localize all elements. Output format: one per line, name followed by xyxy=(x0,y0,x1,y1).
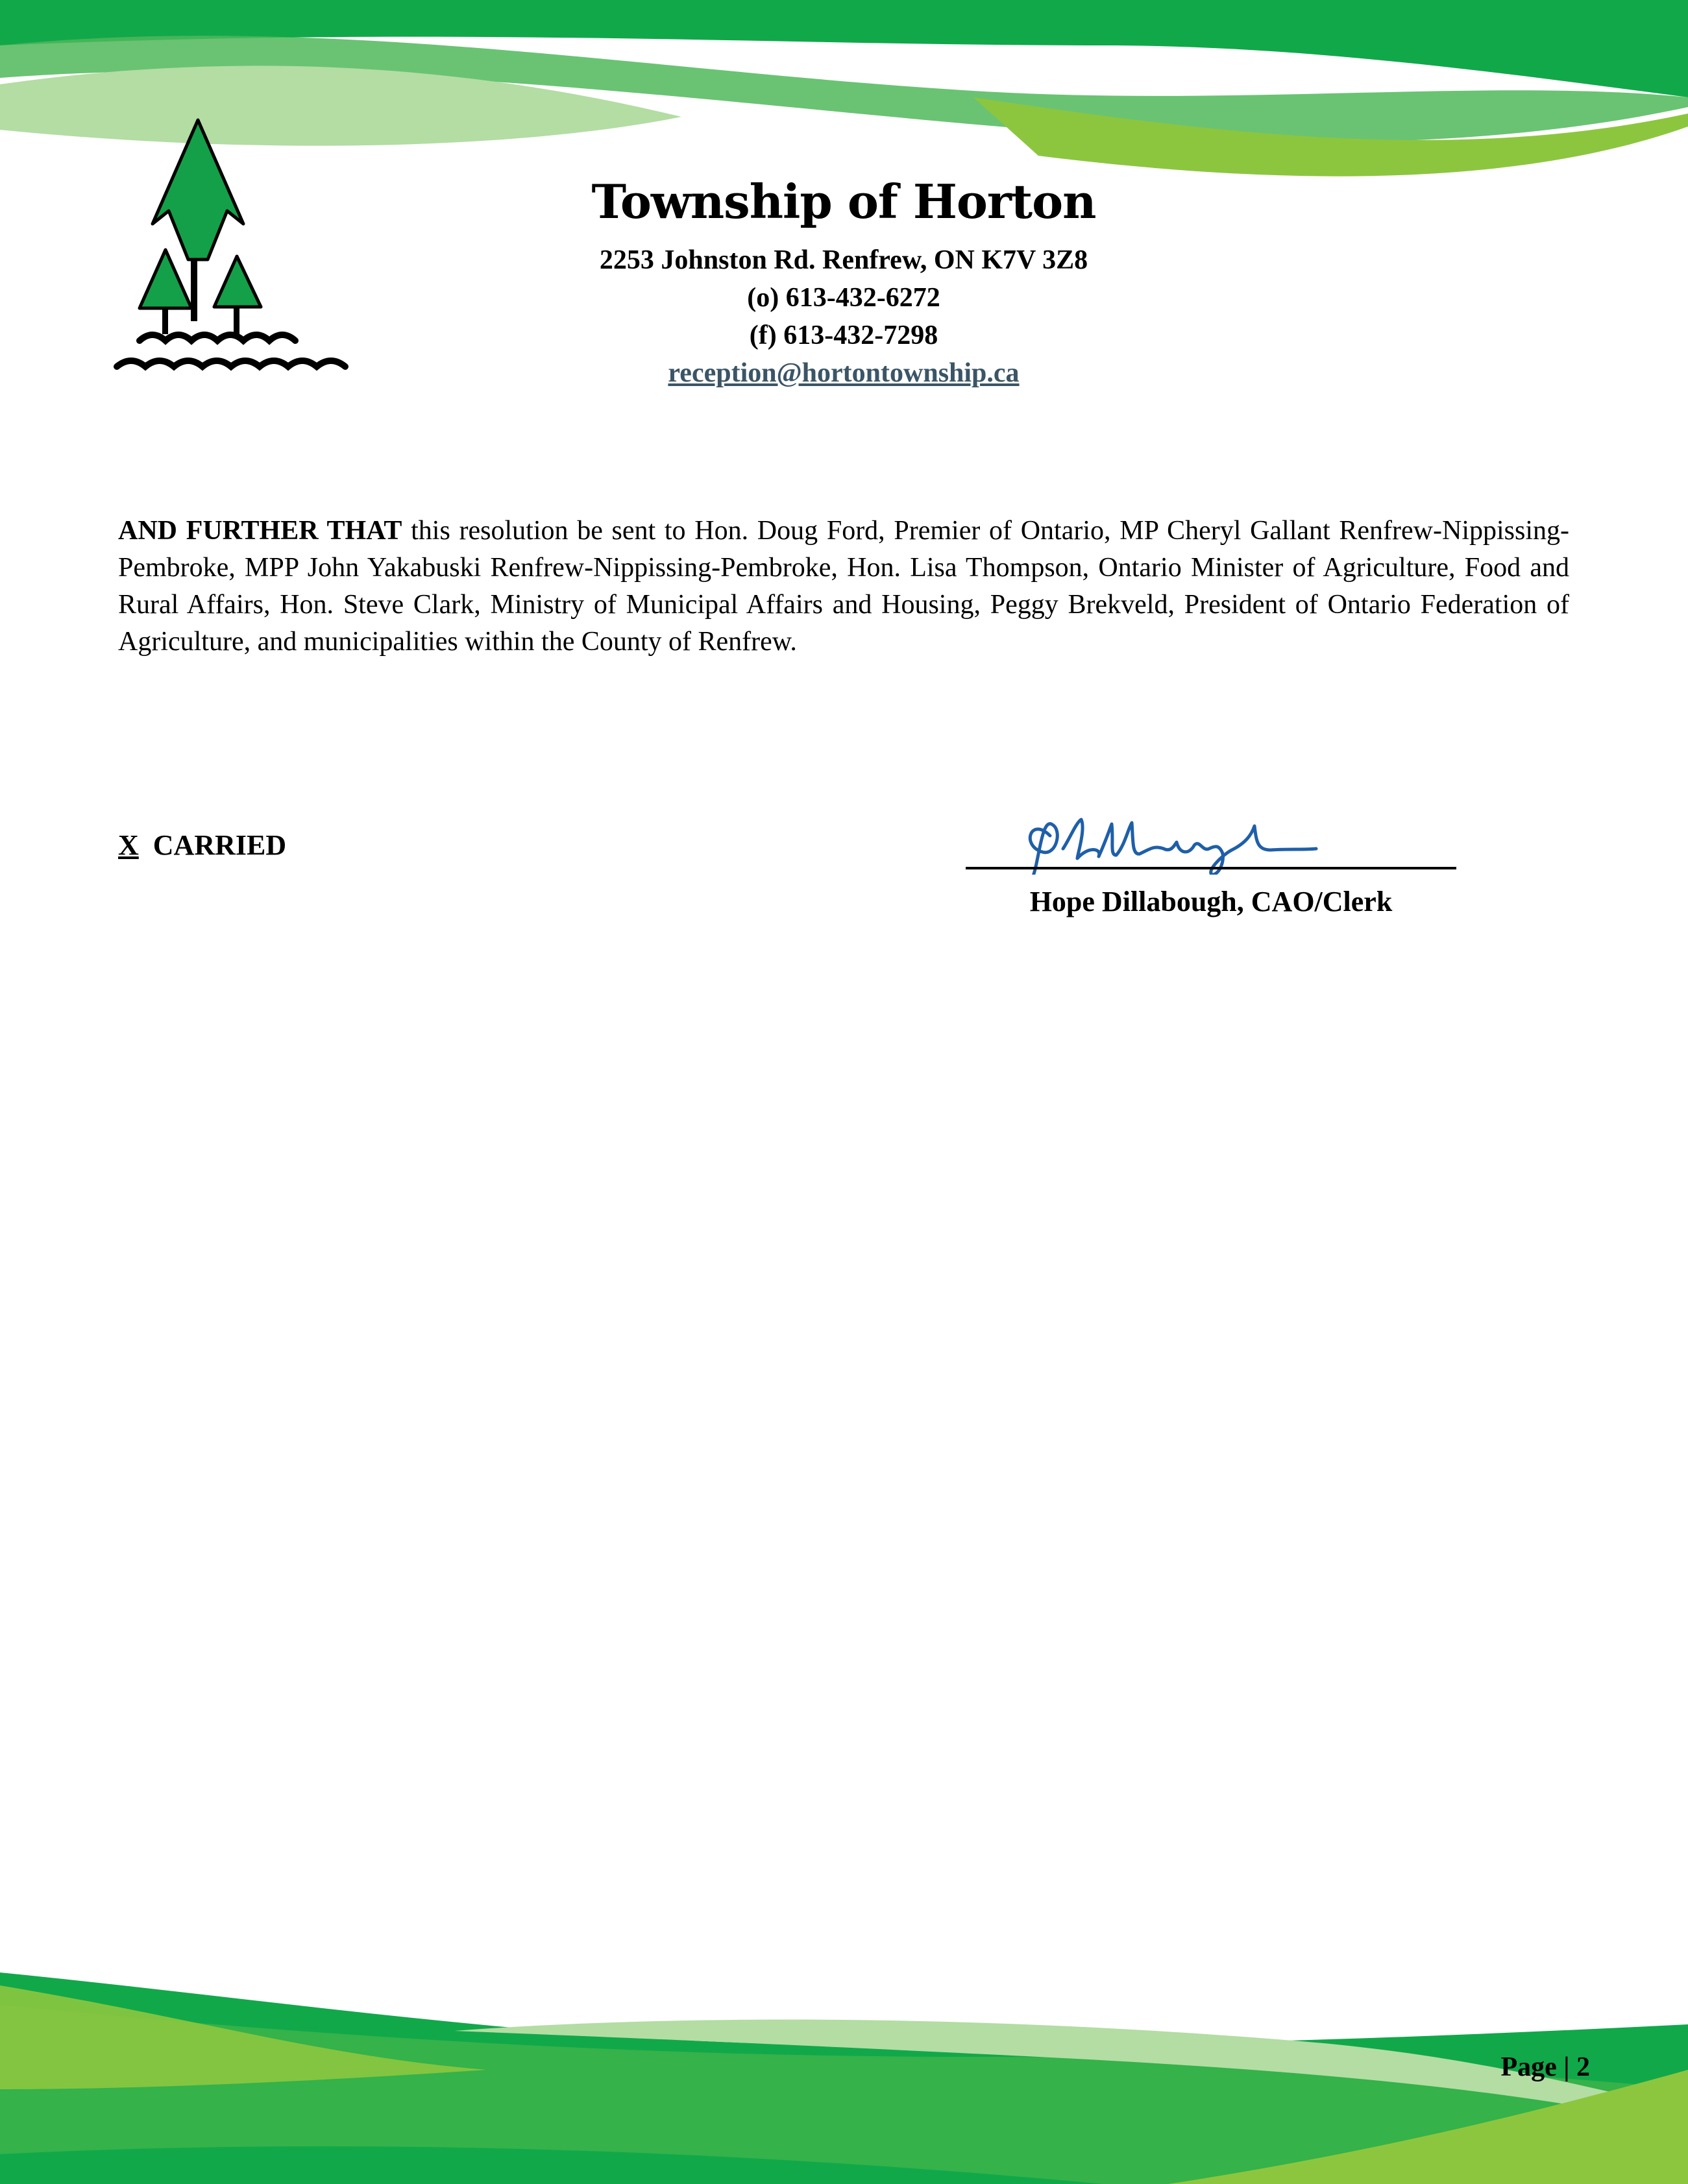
footer-wave-band xyxy=(0,1960,1688,2184)
email-link[interactable]: reception@hortontownship.ca xyxy=(668,358,1020,389)
carried-status xyxy=(118,829,286,862)
office-phone: (o) 613-432-6272 xyxy=(747,283,940,313)
township-logo xyxy=(110,114,370,380)
center-tree-icon xyxy=(153,120,243,260)
carried-label: CARRIED xyxy=(153,829,287,861)
address: 2253 Johnston Rd. Renfrew, ON K7V 3Z8 xyxy=(599,245,1088,276)
signature-line xyxy=(966,867,1456,869)
lower-wave-icon xyxy=(117,361,345,367)
left-tree-icon xyxy=(140,250,191,308)
right-tree-icon xyxy=(214,256,261,307)
signer-name: Hope Dillabough, CAO/Clerk xyxy=(1029,886,1393,917)
carried-mark: X xyxy=(118,829,139,861)
letterhead xyxy=(493,174,1194,392)
resolution-lead: AND FURTHER THAT xyxy=(118,516,402,546)
fax-number: (f) 613-432-7298 xyxy=(749,321,938,351)
handwritten-signature xyxy=(966,810,1459,875)
upper-wave-icon xyxy=(140,335,295,341)
page-number: Page | 2 xyxy=(1500,2052,1590,2082)
organization-title: Township of Horton xyxy=(591,174,1096,229)
resolution-text: this resolution be sent to Hon. Doug Ford, Premier of Ontario, MP Cheryl Gallant Renfrew-Nippissing-Pembroke, MPP John Yakabuski Renfrew-Nippissing-Pembroke, Hon. Lisa Thompson, Ontario Minister of Agriculture, Food and Rural Affairs, Hon. Steve Clark, Ministry of Municipal Affairs and Housing, Peggy Brekveld, President of Ontario Federation of Agriculture, and municipalities within the County of Renfrew. xyxy=(118,516,1570,657)
resolution-paragraph xyxy=(118,513,1569,661)
